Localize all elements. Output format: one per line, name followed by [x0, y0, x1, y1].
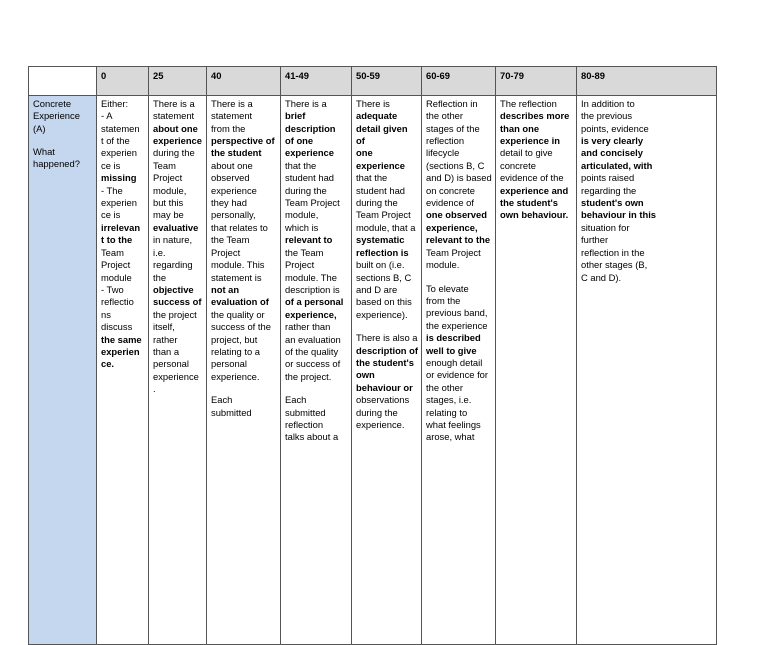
header-band-60-69: 60-69 — [422, 67, 496, 96]
concrete-experience-row — [29, 95, 717, 644]
cell-band-70-79: The reflection describes more than one experience in detail to give concrete evidence of the experience and the student's own behaviour. — [496, 95, 577, 644]
header-band-41-49: 41-49 — [281, 67, 352, 96]
marking-rubric-table — [28, 66, 717, 645]
row-label-cell — [29, 95, 97, 644]
header-band-50-59: 50-59 — [352, 67, 422, 96]
corner-cell — [29, 67, 97, 96]
cell-band-41-49: There is a brief description of one experience that the student had during the Team Project module, which is relevant to the Team Project module. The description is of a personal experience, rather than an evaluation of the quality or success of the project. Each submitted reflection talks about a — [281, 95, 352, 644]
header-band-0: 0 — [97, 67, 149, 96]
header-band-80-89: 80-89 — [577, 67, 717, 96]
cell-band-25: There is a statement about one experience during the Team Project module, but this may be evaluative in nature, i.e. regarding the objective success of the project itself, rather than a personal experience . — [149, 95, 207, 644]
cell-band-40: There is a statement from the perspective of the student about one observed experience they had personally, that relates to the Team Project module. This statement is not an evaluation of the quality or success of the project, but relating to a personal experience. Each submitted — [207, 95, 281, 644]
header-row — [29, 67, 717, 96]
row-title: Concrete Experience (A) — [33, 97, 80, 134]
header-band-40: 40 — [207, 67, 281, 96]
cell-band-0: Either: - A statemen t of the experien ce is missing - The experien ce is irrelevan t to the Team Project module - Two reflectio ns discuss the same experien ce. — [97, 95, 149, 644]
cell-band-50-59: There is adequate detail given of one experience that the student had during the Team Project module, that a systematic reflection is built on (i.e. sections B, C and D are based on this experience). There is also a description of the student's own behaviour or observations during the experience. — [352, 95, 422, 644]
cell-band-80-89: In addition to the previous points, evidence is very clearly and concisely articulated, with points raised regarding the student's own behaviour in this situation for further reflection in the other stages (B, C and D). — [577, 95, 717, 644]
cell-band-60-69: Reflection in the other stages of the reflection lifecycle (sections B, C and D) is based on concrete evidence of one observed experience, relevant to the Team Project module. To elevate from the previous band, the experience is described well to give enough detail or evidence for the other stages, i.e. relating to what feelings arose, what — [422, 95, 496, 644]
header-band-70-79: 70-79 — [496, 67, 577, 96]
header-band-25: 25 — [149, 67, 207, 96]
row-question: What happened? — [33, 146, 80, 170]
